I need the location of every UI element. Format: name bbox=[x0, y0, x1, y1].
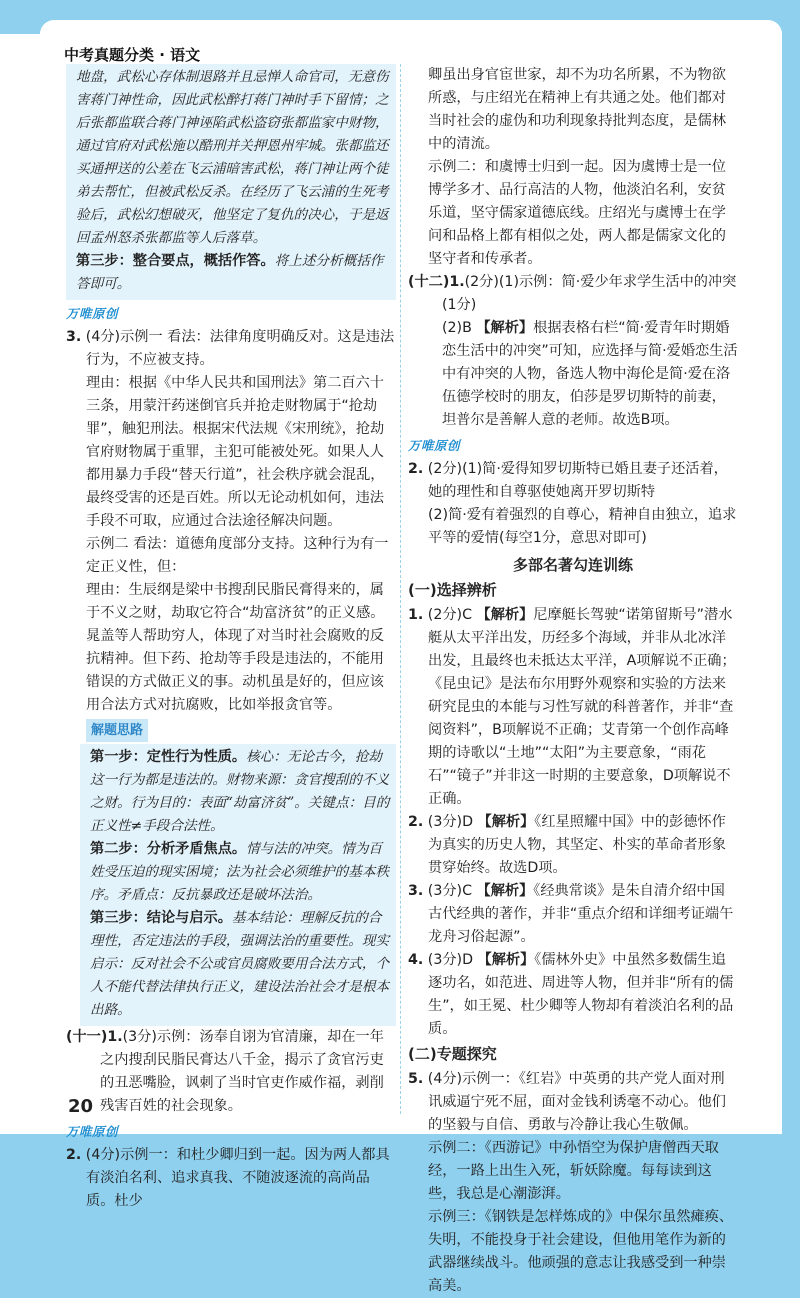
q3-reason1: 理由：根据《中华人民共和国刑法》第二百六十三条，用蒙汗药迷倒官兵并抢走财物属于“抢劫罪”，触犯刑法。根据宋代法规《宋刑统》，抢劫官府财物属于重罪，主犯可能被处死。如果人人都用暴力手段“替天行道”，社会秩序就会混乱，最终受害的还是百姓。所以无论动机如何，违法手段不可取，应通过合法途径解决问题。 bbox=[66, 372, 396, 533]
c5-text1: (4分)示例一：《红岩》中英勇的共产党人面对刑讯威逼宁死不屈，面对金钱利诱毫不动心。他们的坚毅与自信、勇敢与冷静让我心生敬佩。 bbox=[428, 1071, 726, 1133]
c1-analysis-label: 【解析】 bbox=[477, 607, 534, 623]
q12-2-number: 2. bbox=[408, 461, 423, 477]
brand-logo: 万唯原创 bbox=[66, 302, 118, 325]
tip-step1 bbox=[90, 746, 390, 838]
q2-number: 2. bbox=[66, 1147, 81, 1163]
tip-step2-label: 第二步：分析矛盾焦点。 bbox=[90, 841, 246, 857]
c2-analysis-label: 【解析】 bbox=[478, 814, 535, 830]
c1-number: 1. bbox=[408, 607, 423, 623]
subsection-2: (二)专题探究 bbox=[408, 1043, 738, 1066]
c5-number: 5. bbox=[408, 1071, 423, 1087]
c2-number: 2. bbox=[408, 814, 423, 830]
continuation-2: 示例二：和虞博士归到一起。因为虞博士是一位博学多才、品行高洁的人物，他淡泊名利，安贫乐道，坚守儒家道德底线。庄绍光与虞博士在学问和品格上都有相似之处，两人都是儒家文化的坚守者和传承者。 bbox=[408, 156, 738, 271]
c5-text3: 示例三：《钢铁是怎样炼成的》中保尔虽然瘫痪、失明，不能投身于社会建设，但他用笔作为新的武器继续战斗。他顽强的意志让我感受到一种崇高美。 bbox=[408, 1206, 738, 1298]
step3-text: 将上述分析概括作答即可。 bbox=[76, 253, 383, 292]
subsection-1: (一)选择辨析 bbox=[408, 579, 738, 602]
c1-answer: (2分)C bbox=[428, 607, 472, 623]
tip-step3 bbox=[90, 907, 390, 1022]
q12-2-text2: (2)简·爱有着强烈的自尊心，精神自由独立，追求平等的爱情(每空1分，意思对即可) bbox=[408, 504, 738, 550]
q11-text: (3分)示例：汤奉自诩为官清廉，却在一年之内搜刮民脂民膏达八千金，揭示了贪官污吏的丑恶嘴脸，讽刺了当时官吏作威作福，剥削残害百姓的社会现象。 bbox=[100, 1029, 384, 1114]
question-11-2 bbox=[66, 1144, 396, 1213]
question-5 bbox=[408, 1068, 738, 1137]
q12-part2 bbox=[408, 317, 738, 432]
step3-label: 第三步：整合要点，概括作答。 bbox=[76, 253, 275, 269]
choice-2 bbox=[408, 811, 738, 880]
c3-answer: (3分)C bbox=[428, 883, 472, 899]
q12-analysis-text: 根据表格右栏“简·爱青年时期婚恋生活中的冲突”可知，应选择与简·爱婚恋生活中有冲突的人物，备选人物中海伦是简·爱在洛伍德学校时的朋友，伯莎是罗切斯特的前妻，坦普尔是善解人意的老师。故选B项。 bbox=[442, 320, 738, 428]
choice-3 bbox=[408, 880, 738, 949]
step3-block bbox=[76, 250, 390, 296]
handwritten-analysis: 地盘，武松心存体制退路并且忌惮人命官司，无意伤害蒋门神性命，因此武松醉打蒋门神时手下留情；之后张都监联合蒋门神诬陷武松盗窃张都监家中财物，通过官府对武松施以酷刑并关押恩州牢城。张都监还买通押送的公差在飞云浦暗害武松，蒋门神让两个徒弟去帮忙，但被武松反杀。在经历了飞云浦的生死考验后，武松幻想破灭，他坚定了复仇的决心，于是返回孟州怒杀张都监等人后落草。 bbox=[76, 66, 390, 250]
tip-step1-label: 第一步：定性行为性质。 bbox=[90, 749, 246, 765]
tip-step3-text: 基本结论：理解反抗的合理性，否定违法的手段，强调法治的重要性。现实启示：反对社会不公或官员腐败要用合法方式，个人不能代替法律执行正义，建设法治社会才是根本出路。 bbox=[90, 910, 389, 1018]
q12-number: (十二)1. bbox=[408, 274, 465, 290]
tip-step2-text: 情与法的冲突。情为百姓受压迫的现实困境；法为社会必须维护的基本秩序。矛盾点：反抗暴政还是破坏法治。 bbox=[90, 841, 389, 903]
q11-number: (十一)1. bbox=[66, 1029, 123, 1045]
choice-1 bbox=[408, 604, 738, 811]
q12-answer: (2)B bbox=[442, 320, 472, 336]
section-title: 多部名著勾连训练 bbox=[408, 554, 738, 577]
q3-number: 3. bbox=[66, 329, 81, 345]
tip-box bbox=[80, 744, 396, 1026]
tip-step2 bbox=[90, 838, 390, 907]
tip-label: 解题思路 bbox=[86, 719, 148, 742]
continuation-1: 卿虽出身官宦世家，却不为功名所累，不为物欲所惑，与庄绍光在精神上有共通之处。他们都对当时社会的虚伪和功利现象持批判态度，是儒林中的清流。 bbox=[408, 64, 738, 156]
q3-reason2: 理由：生辰纲是梁中书搜刮民脂民膏得来的，属于不义之财，劫取它符合“劫富济贫”的正义感。晁盖等人帮助穷人，体现了对当时社会腐败的反抗精神。但下药、抢劫等手段是违法的，不能用错误的方式做正义的事。动机虽是好的，但应该用合法方式对抗腐败，比如举报贪官等。 bbox=[66, 579, 396, 717]
c3-text: 《经典常谈》是朱自清介绍中国古代经典的著作，并非“重点介绍和详细考证端午龙舟习俗起源”。 bbox=[428, 883, 733, 945]
right-frame bbox=[782, 0, 800, 1158]
c3-number: 3. bbox=[408, 883, 423, 899]
column-divider bbox=[400, 64, 401, 1114]
c4-number: 4. bbox=[408, 952, 423, 968]
question-12-2 bbox=[408, 458, 738, 504]
q12-analysis-label: 【解析】 bbox=[476, 320, 533, 336]
c2-text: 《红星照耀中国》中的彭德怀作为真实的历史人物，其坚定、朴实的革命者形象贯穿始终。故选D项。 bbox=[428, 814, 726, 876]
c5-text2: 示例二：《西游记》中孙悟空为保护唐僧西天取经，一路上出生入死，斩妖除魔。每每读到这些，我总是心潮澎湃。 bbox=[408, 1137, 738, 1206]
q12-2-text1: (2分)(1)简·爱得知罗切斯特已婚且妻子还活着，她的理性和自尊驱使她离开罗切斯特 bbox=[428, 461, 728, 500]
brand-logo-3: 万唯原创 bbox=[408, 434, 460, 457]
page-header: 中考真题分类 · 语文 bbox=[64, 44, 200, 65]
left-column bbox=[66, 64, 396, 1213]
question-11-1 bbox=[66, 1026, 396, 1118]
question-3 bbox=[66, 326, 396, 372]
q3-intro: (4分)示例一 看法：法律角度明确反对。这是违法行为，不应被支持。 bbox=[86, 329, 394, 368]
brand-logo-2: 万唯原创 bbox=[66, 1120, 118, 1143]
choice-4 bbox=[408, 949, 738, 1041]
c4-text: 《儒林外史》中虽然多数儒生追逐功名，如范进、周进等人物，但并非“所有的儒生”，如王冕、杜少卿等人物却有着淡泊名利的品质。 bbox=[428, 952, 733, 1037]
q3-example2: 示例二 看法：道德角度部分支持。这种行为有一定正义性，但： bbox=[66, 533, 396, 579]
analysis-box bbox=[66, 64, 396, 300]
q12-text1: (2分)(1)示例：简·爱少年求学生活中的冲突(1分) bbox=[442, 274, 736, 313]
tip-step3-label: 第三步：结论与启示。 bbox=[90, 910, 232, 926]
c1-text: 尼摩艇长驾驶“诺第留斯号”潜水艇从太平洋出发，历经多个海域，并非从北冰洋出发，且最终也未抵达太平洋，A项解说不正确；《昆虫记》是法布尔用野外观察和实验的方法来研究昆虫的本能与习性写就的科普著作，并非“查阅资料”，B项解说不正确；艾青第一个创作高峰期的诗歌以“土地”“太阳”为主要意象，“雨花石”“镜子”并非这一时期的主要意象，D项解说不正确。 bbox=[428, 607, 736, 807]
question-12-1 bbox=[408, 271, 738, 317]
right-column bbox=[408, 64, 738, 1298]
q2-text: (4分)示例一：和杜少卿归到一起。因为两人都具有淡泊名利、追求真我、不随波逐流的高尚品质。杜少 bbox=[86, 1147, 390, 1209]
c3-analysis-label: 【解析】 bbox=[477, 883, 534, 899]
c4-answer: (3分)D bbox=[428, 952, 473, 968]
page-number: 20 bbox=[68, 1096, 93, 1117]
c4-analysis-label: 【解析】 bbox=[478, 952, 535, 968]
c2-answer: (3分)D bbox=[428, 814, 473, 830]
tip-step1-text: 核心：无论古今，抢劫这一行为都是违法的。财物来源：贪官搜刮的不义之财。行为目的：表面“劫富济贫”。关键点：目的正义性≠手段合法性。 bbox=[90, 749, 389, 834]
